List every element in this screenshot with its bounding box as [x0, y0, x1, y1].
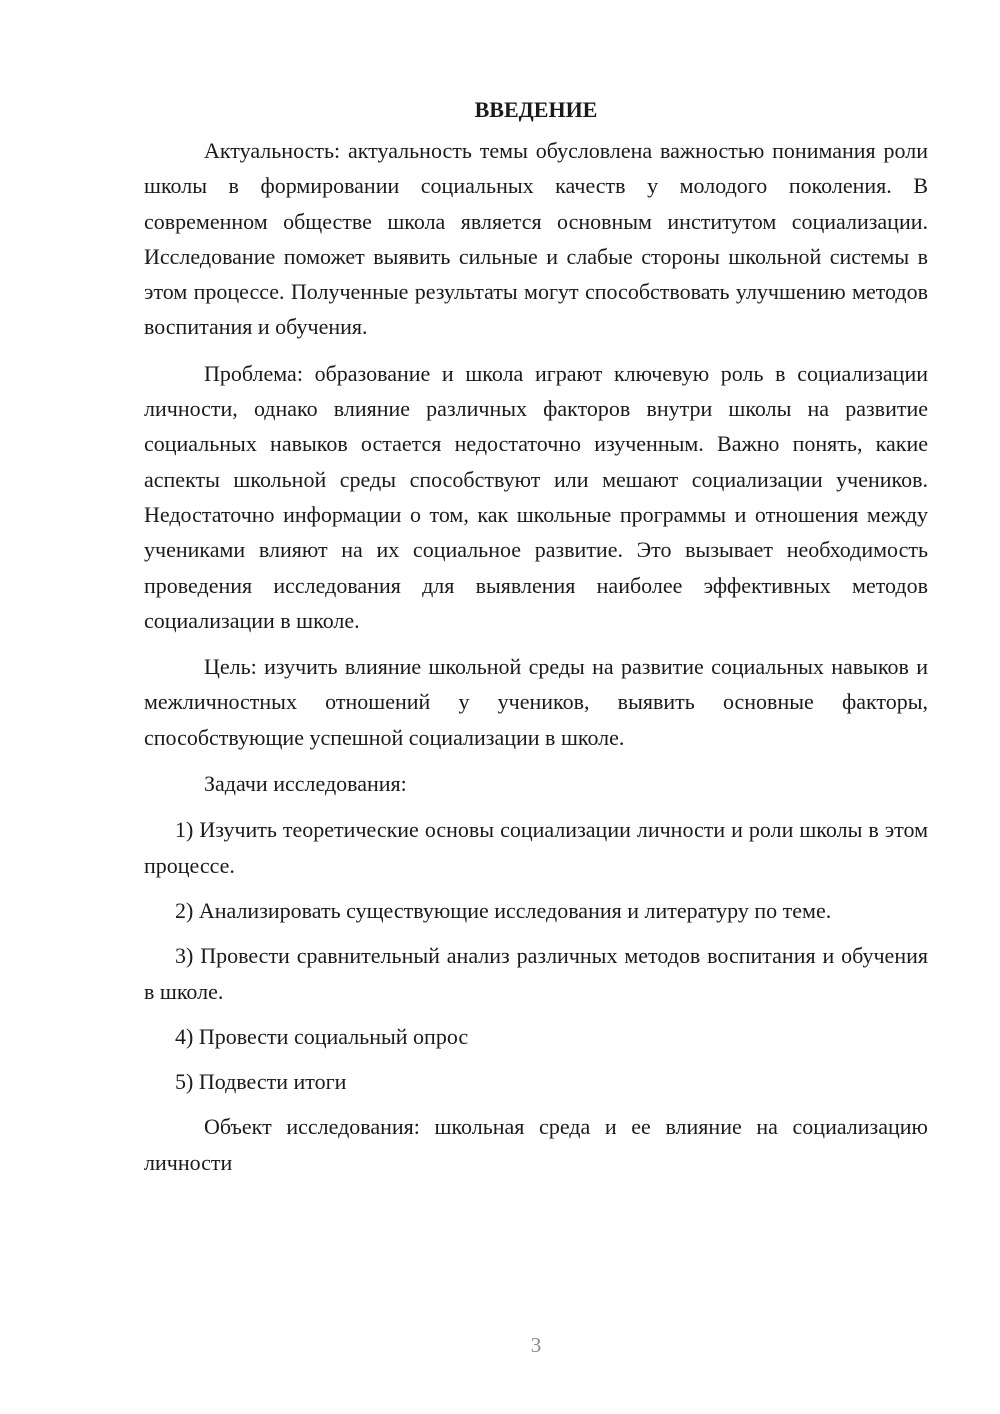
- page-number: 3: [530, 1333, 542, 1357]
- tasks-heading: Задачи исследования:: [204, 771, 407, 797]
- paragraph-object: Объект исследования: школьная среда и ее влияние на социализацию личности: [144, 1114, 928, 1175]
- task-item-1: 1) Изучить теоретические основы социализации личности и роли школы в этом процессе.: [144, 817, 928, 878]
- document-title: ВВЕДЕНИЕ: [474, 97, 598, 122]
- task-item-5: 5) Подвести итоги: [175, 1069, 347, 1095]
- document-page: [144, 92, 928, 1191]
- paragraph-goal: Цель: изучить влияние школьной среды на развитие социальных навыков и межличностных отношений у учеников, выявить основные факторы, способствующие успешной социализации в школе.: [144, 654, 928, 750]
- paragraph-relevance: Актуальность: актуальность темы обусловлена важностью понимания роли школы в формировании социальных качеств у молодого поколения. В современном обществе школа является основным институтом социализации. Исследование поможет выявить сильные и слабые стороны школьной системы в этом процессе. Полученные результаты могут способствовать улучшению методов воспитания и обучения.: [144, 138, 928, 340]
- task-item-3: 3) Провести сравнительный анализ различных методов воспитания и обучения в школе.: [144, 943, 928, 1004]
- paragraph-problem: Проблема: образование и школа играют ключевую роль в социализации личности, однако влияние различных факторов внутри школы на развитие социальных навыков остается недостаточно изученным. Важно понять, какие аспекты школьной среды способствуют или мешают социализации учеников. Недостаточно информации о том, как школьные программы и отношения между учениками влияют на их социальное развитие. Это вызывает необходимость проведения исследования для выявления наиболее эффективных методов социализации в школе.: [144, 360, 928, 633]
- task-item-4: 4) Провести социальный опрос: [175, 1023, 469, 1049]
- task-item-2: 2) Анализировать существующие исследования и литературу по теме.: [175, 897, 832, 923]
